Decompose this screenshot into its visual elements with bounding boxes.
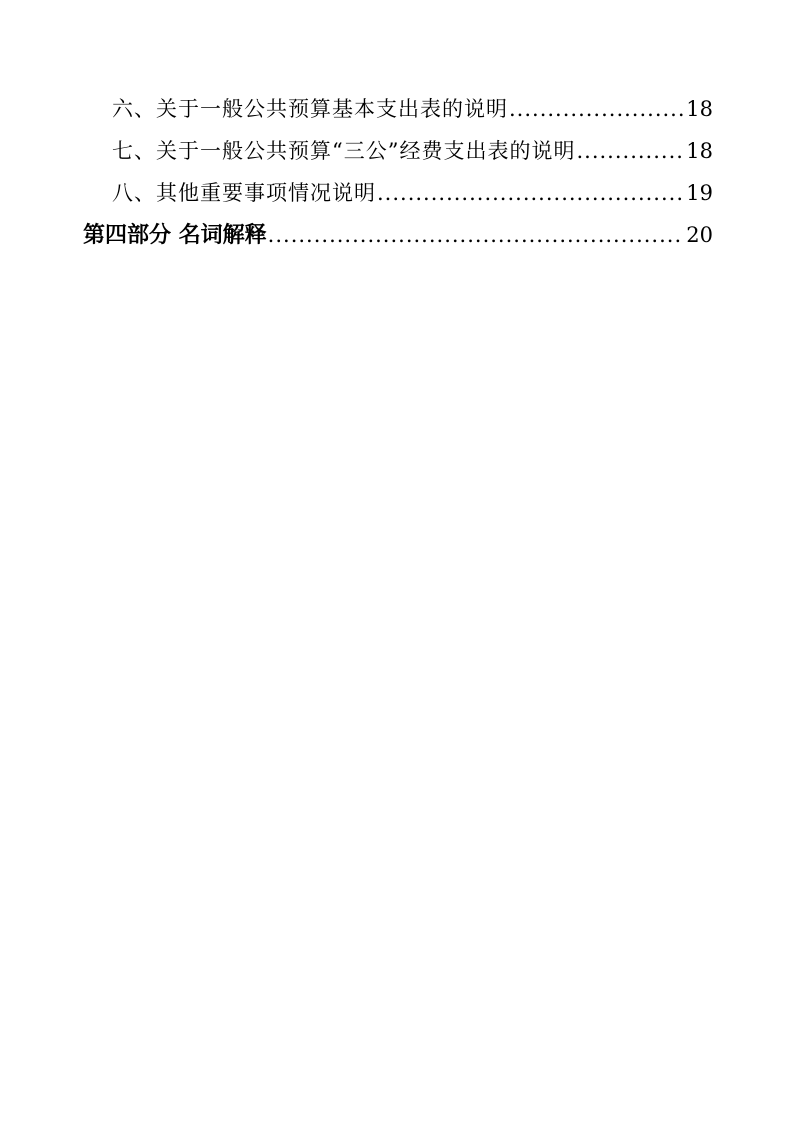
toc-leader-dots xyxy=(268,214,685,256)
toc-page-number: 20 xyxy=(686,223,713,247)
toc-leader-dots xyxy=(509,88,684,130)
toc-entry[interactable] xyxy=(83,130,713,172)
toc-entry[interactable] xyxy=(83,172,713,214)
toc-entry[interactable] xyxy=(83,214,713,256)
table-of-contents xyxy=(83,88,713,256)
toc-entry-label: 第四部分 名词解释 xyxy=(83,223,267,248)
toc-entry[interactable] xyxy=(83,88,713,130)
toc-entry-label: 八、其他重要事项情况说明 xyxy=(112,181,376,205)
toc-page-number: 18 xyxy=(686,97,713,121)
toc-entry-label: 七、关于一般公共预算“三公”经费支出表的说明 xyxy=(112,139,576,163)
toc-leader-dots xyxy=(377,172,684,214)
toc-page-number: 19 xyxy=(686,181,713,205)
toc-leader-dots xyxy=(576,130,684,172)
toc-entry-label: 六、关于一般公共预算基本支出表的说明 xyxy=(112,97,508,121)
toc-page-number: 18 xyxy=(686,139,713,163)
